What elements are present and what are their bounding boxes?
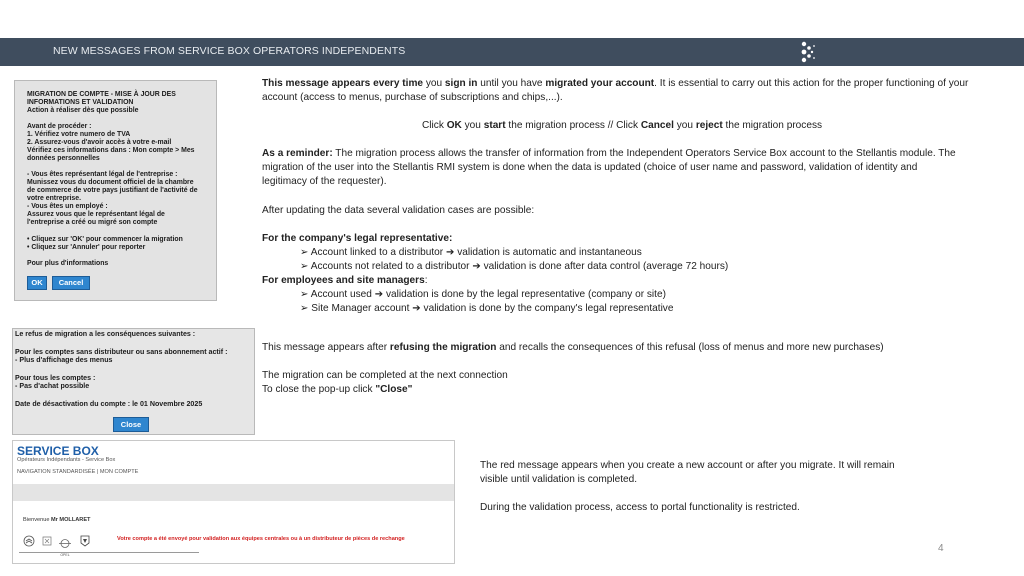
nav-band [13, 484, 455, 501]
opel-logo [57, 535, 73, 557]
popup-line: l'entreprise a créé ou migré son compte [27, 219, 158, 226]
popup-line: MIGRATION DE COMPTE - MISE À JOUR DES [27, 91, 176, 98]
refusal-line: Pour tous les comptes : [15, 374, 96, 382]
validation-pending-message: Votre compte a été envoyé pour validation aux équipes centrales ou à un distributeur de pièces de rechange [117, 536, 405, 542]
arrow-right-icon: ➔ [472, 261, 481, 272]
reminder-line3: legitimacy of the requester). [262, 176, 387, 187]
refusal-line: Pour les comptes sans distributeur ou sans abonnement actif : [15, 348, 228, 356]
section1-paragraph1-line2: account (access to menus, purchase of subscriptions and chips,...). [262, 92, 563, 103]
slide-title: NEW MESSAGES FROM SERVICE BOX OPERATORS INDEPENDENTS [53, 45, 406, 57]
arrowhead-bullet-icon: ➢ [300, 261, 311, 272]
arrowhead-bullet-icon: ➢ [300, 247, 311, 258]
refusal-line: - Plus d'affichage des menus [15, 356, 113, 364]
ds-logo-icon [41, 535, 53, 547]
popup-line: Vérifiez ces informations dans : Mon compte > Mes [27, 147, 195, 154]
text: validation is automatic and instantaneous [454, 247, 642, 258]
red-message-explanation-line2: visible until validation is completed. [480, 474, 638, 485]
arrowhead-bullet-icon: ➢ [300, 289, 311, 300]
text: validation is done after data control (average 72 hours) [480, 261, 729, 272]
text: until you have [477, 78, 546, 89]
migration-next-connection: The migration can be completed at the next connection [262, 370, 508, 381]
text-bold: sign in [444, 78, 478, 89]
opel-logo-icon [57, 539, 73, 548]
text: . It is essential to carry out this action for the proper functioning of your [654, 78, 969, 89]
service-box-subtitle: Opérateurs Indépendants - Service Box [17, 457, 116, 463]
bullet-item [300, 288, 900, 302]
popup-line: INFORMATIONS ET VALIDATION [27, 99, 134, 106]
validation-restriction-text: During the validation process, access to portal functionality is restricted. [480, 502, 800, 513]
popup-line: Assurez vous que le représentant légal de [27, 211, 165, 218]
text-bold: This message appears every time [262, 78, 424, 89]
peugeot-logo-icon [79, 535, 91, 547]
popup-line: 2. Assurez-vous d'avoir accès à votre e-mail [27, 139, 172, 146]
close-instruction [262, 383, 862, 397]
refusal-popup-screenshot [12, 328, 255, 435]
text-bold: reject [695, 120, 723, 131]
arrow-right-icon: ➔ [374, 289, 384, 300]
text: This message appears after [262, 342, 390, 353]
text: validation is done by the legal representative (company or site) [383, 289, 666, 300]
text-bold: OK [446, 120, 462, 131]
text-bold: As a reminder: [262, 148, 333, 159]
popup-line: votre entreprise. [27, 195, 81, 202]
text: Account used [310, 289, 375, 300]
migration-popup-screenshot [14, 80, 217, 301]
popup-line: - Vous êtes représentant légal de l'entreprise : [27, 171, 178, 178]
after-updating-text: After updating the data several validation cases are possible: [262, 205, 535, 216]
reminder-paragraph [262, 147, 1012, 161]
text: Account linked to a distributor [310, 247, 446, 258]
popup-line: Avant de procéder : [27, 123, 92, 130]
popup-line: • Cliquez sur 'Annuler' pour reporter [27, 244, 146, 251]
text: Site Manager account [311, 303, 413, 314]
divider [19, 552, 199, 553]
popup-line: - Vous êtes un employé : [27, 203, 108, 210]
opel-label: OPEL [60, 553, 70, 557]
refusal-line: - Pas d'achat possible [15, 382, 90, 390]
ok-button[interactable]: OK [27, 276, 47, 290]
welcome-text [23, 517, 90, 523]
text: The migration process allows the transfer of information from the Independent Operators Service Box account to the Stellantis module. The [332, 148, 956, 159]
text: Accounts not related to a distributor [310, 261, 473, 272]
text-bold: refusing the migration [389, 342, 497, 353]
click-instructions [422, 119, 982, 133]
service-box-logo-text: SERVICE BOX [17, 444, 99, 458]
text: : [424, 275, 428, 286]
text: you [423, 78, 445, 89]
popup-line: Action à réaliser dès que possible [27, 107, 139, 114]
popup-line: de commerce de votre pays justifiant de l'activité de [27, 187, 198, 194]
text: Click [422, 120, 447, 131]
text: the migration process [722, 120, 823, 131]
reminder-line2: migration of the user into the Stellantis RMI system is done when the data is updated (choice of user name and password, validation of identity and [262, 162, 918, 173]
text-bold: "Close" [375, 384, 413, 395]
page-number: 4 [938, 543, 944, 554]
stellantis-dots-icon [800, 40, 818, 64]
popup-line: Pour plus d'informations [27, 260, 109, 267]
legal-rep-heading: For the company's legal representative: [262, 233, 453, 244]
arrow-right-icon: ➔ [412, 303, 421, 314]
welcome-prefix: Bienvenue [23, 517, 50, 523]
text: and recalls the consequences of this refusal (loss of menus and more new purchases) [496, 342, 884, 353]
welcome-salutation: Mr [51, 517, 58, 523]
bullet-item [300, 302, 900, 316]
bullet-item [300, 246, 900, 260]
cancel-button[interactable]: Cancel [52, 276, 90, 290]
text-bold: migrated your account [545, 78, 655, 89]
arrow-right-icon: ➔ [445, 247, 455, 258]
service-box-screenshot [12, 440, 455, 564]
arrowhead-bullet-icon: ➢ [300, 303, 312, 314]
popup-line: Munissez vous du document officiel de la chambre [27, 179, 194, 186]
bullet-item [300, 260, 900, 274]
text-bold: start [483, 120, 506, 131]
text-bold: Cancel [640, 120, 674, 131]
text: the migration process // Click [505, 120, 641, 131]
section1-paragraph1 [262, 77, 1012, 91]
text: you [461, 120, 484, 131]
text: you [673, 120, 696, 131]
text: To close the pop-up click [262, 384, 376, 395]
refusal-line: Date de désactivation du compte : le 01 Novembre 2025 [15, 400, 203, 408]
popup-line: données personnelles [27, 155, 100, 162]
header-bar [0, 38, 1024, 66]
refusal-line: Le refus de migration a les conséquences suivantes : [15, 330, 196, 338]
employees-heading [262, 274, 662, 288]
red-message-explanation-line1: The red message appears when you create a new account or after you migrate. It will remain [480, 460, 895, 471]
popup-line: • Cliquez sur 'OK' pour commencer la migration [27, 236, 183, 243]
close-button[interactable]: Close [113, 417, 149, 432]
service-box-nav[interactable]: NAVIGATION STANDARDISÉE | MON COMPTE [17, 469, 139, 475]
refusal-paragraph [262, 341, 1002, 355]
welcome-name: MOLLARET [59, 517, 91, 523]
popup-line: 1. Vérifiez votre numero de TVA [27, 131, 131, 138]
text: validation is done by the company's legal representative [420, 303, 674, 314]
text-bold: For employees and site managers [262, 275, 425, 286]
citroen-logo-icon [23, 535, 35, 547]
